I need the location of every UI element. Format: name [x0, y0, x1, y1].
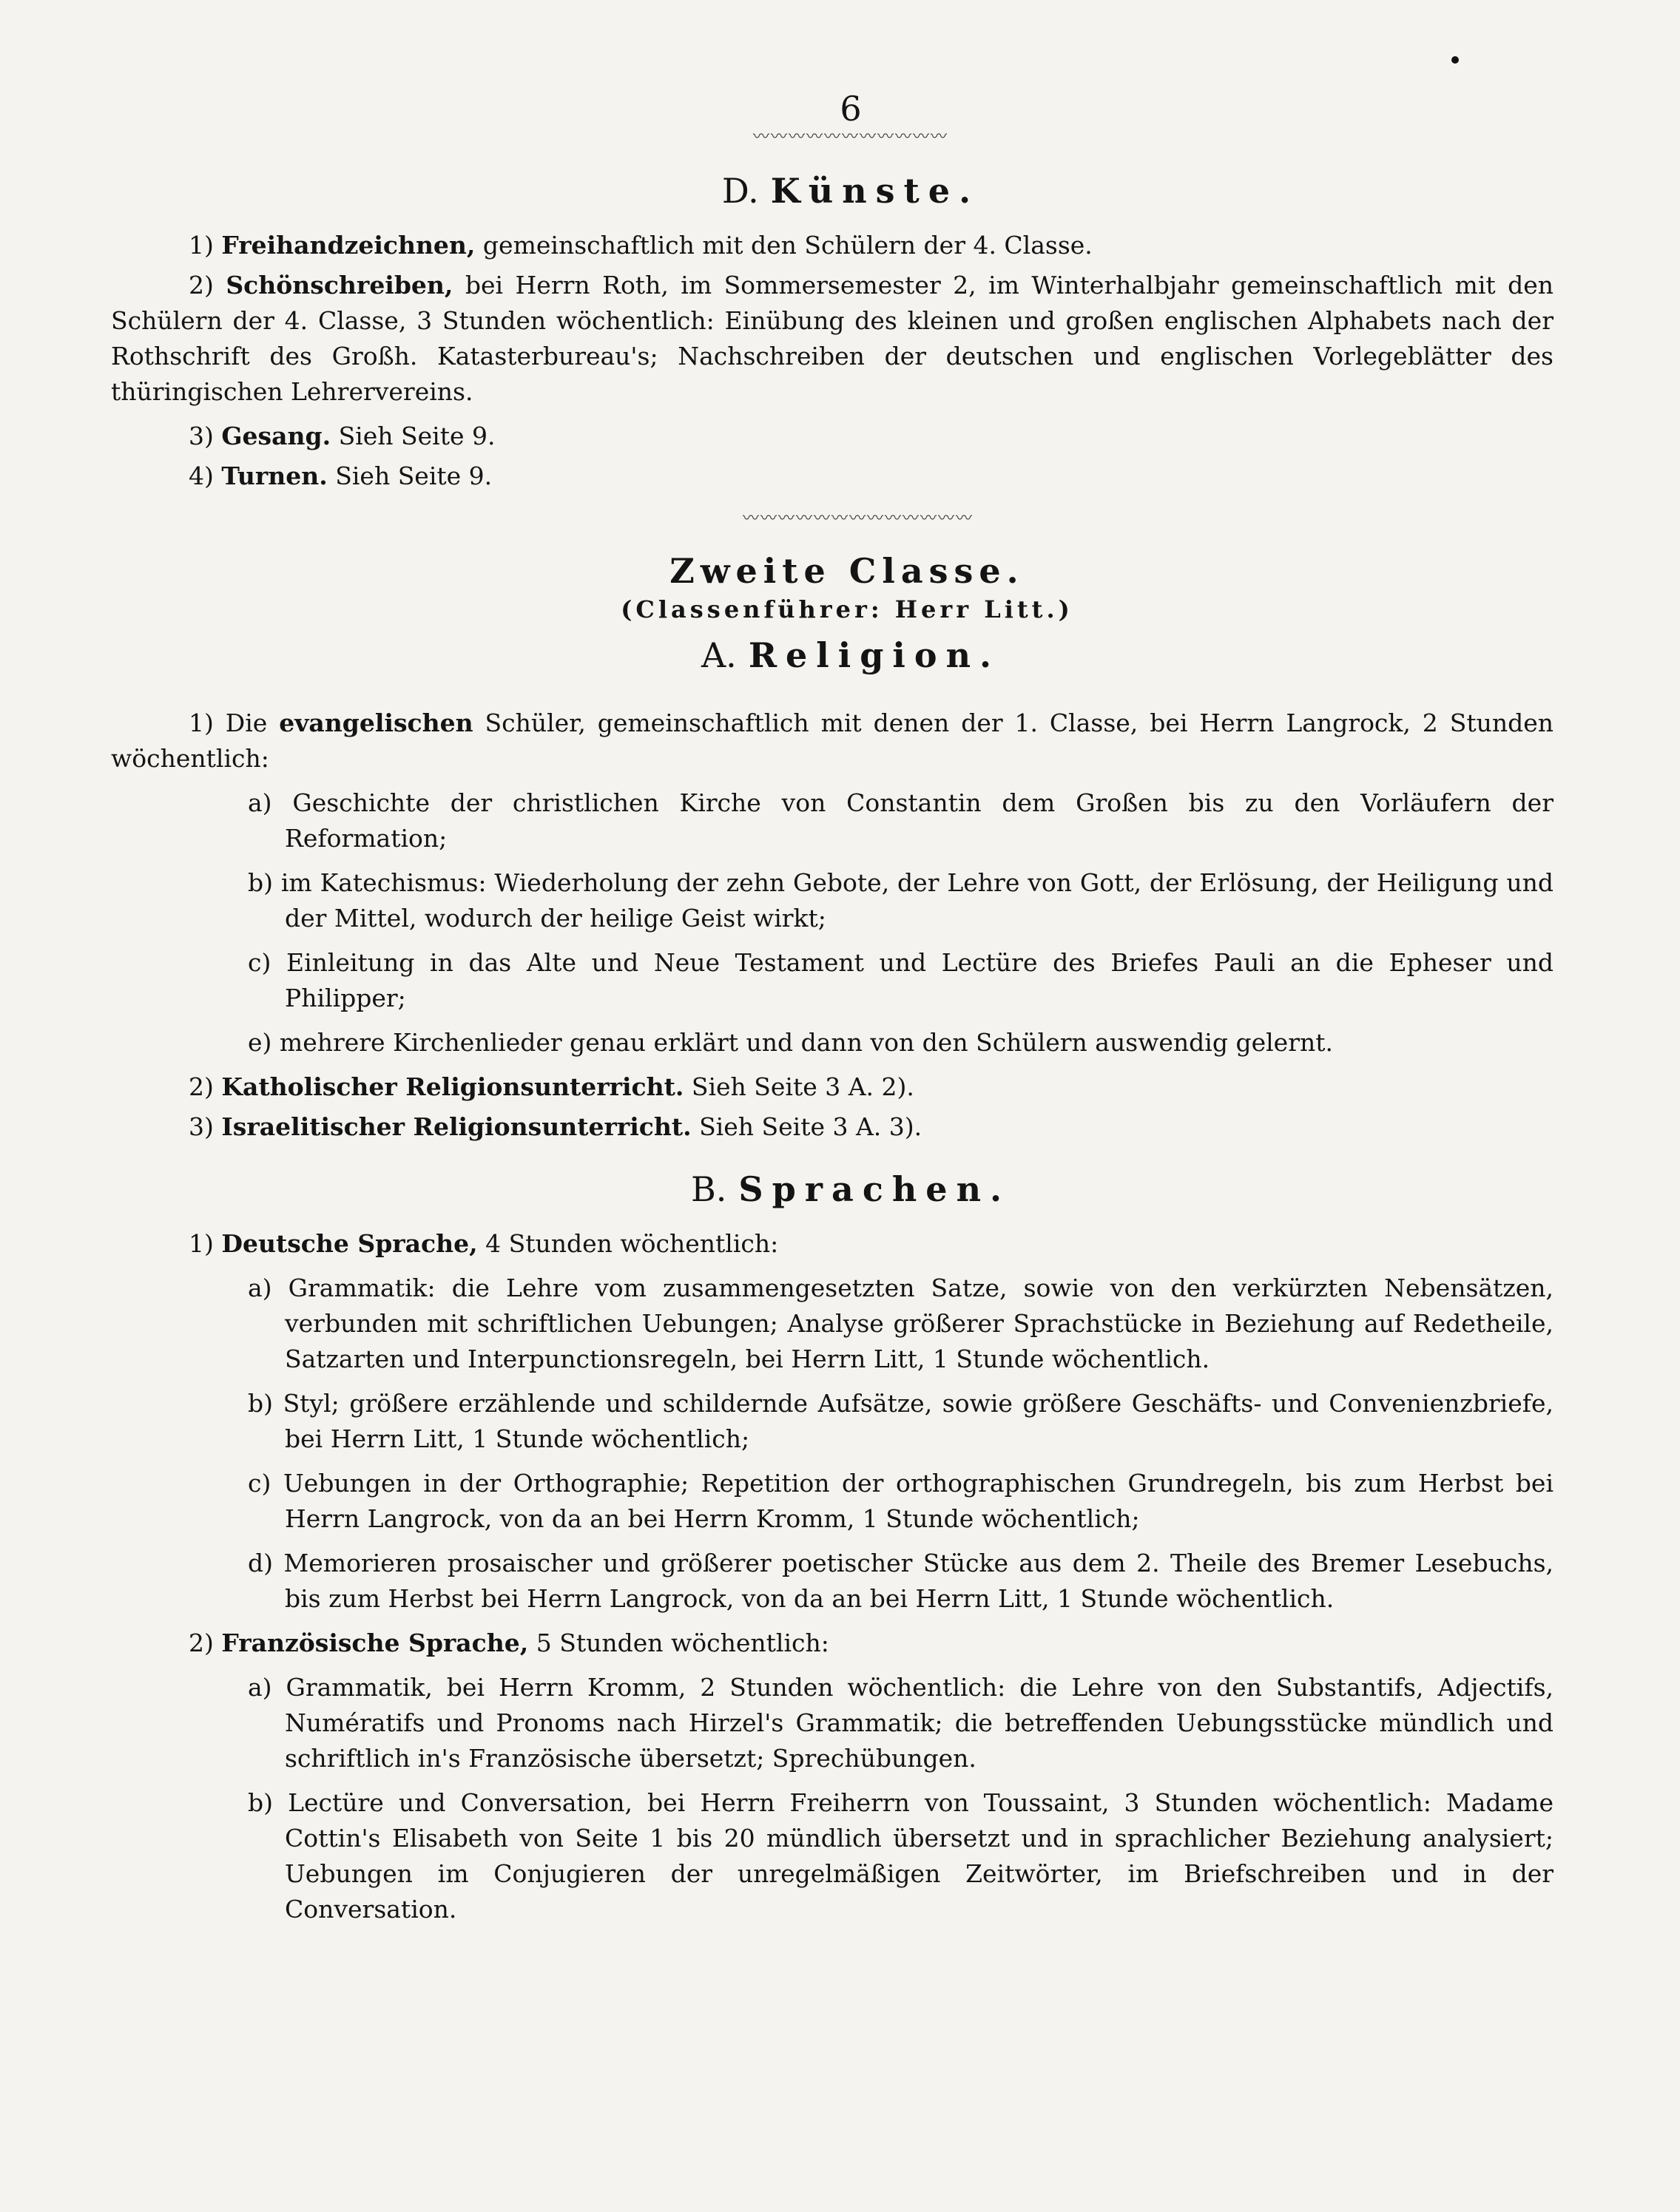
- item-keyword: Katholischer Religionsunterricht.: [221, 1072, 684, 1101]
- item-text: Sieh Seite 3 A. 3).: [691, 1112, 922, 1141]
- section-a-sub-c: [111, 945, 1554, 1016]
- item-text: Sieh Seite 3 A. 2).: [684, 1072, 914, 1101]
- item-keyword: Gesang.: [221, 422, 331, 450]
- sub-label: e): [248, 1028, 272, 1057]
- ornament-rule: 〰〰〰〰〰〰〰〰〰〰〰: [752, 128, 948, 146]
- item-number: 1): [189, 1229, 214, 1258]
- section-b1-sub-c: [111, 1466, 1554, 1537]
- section-d-item-3: [111, 419, 1554, 454]
- section-b1-sub-d: [111, 1546, 1554, 1617]
- section-b-letter: B.: [690, 1169, 727, 1209]
- sub-text: Lectüre und Conversation, bei Herrn Freiherrn von Toussaint, 3 Stunden wöchentlich: Madame Cottin's Elisabeth von Seite 1 bis 20 mündlich übersetzt und in sprachlicher Beziehung analysiert; Uebungen im Conjugieren der unregelmäßigen Zeitwörter, im Briefschreiben und in der Conversation.: [285, 1788, 1554, 1924]
- item-number: 3): [189, 422, 214, 450]
- item-keyword: Israelitischer Religionsunterricht.: [221, 1112, 692, 1141]
- item-number: 1): [189, 231, 214, 260]
- sub-label: b): [248, 1788, 273, 1817]
- sub-text: mehrere Kirchenlieder genau erklärt und dann von den Schülern auswendig gelernt.: [279, 1028, 1333, 1057]
- item-keyword: Deutsche Sprache,: [221, 1229, 478, 1258]
- item-keyword: Schönschreiben,: [226, 271, 453, 300]
- sub-label: d): [248, 1549, 273, 1577]
- section-a-letter: A.: [701, 635, 737, 675]
- sub-text: Uebungen in der Orthographie; Repetition der orthographischen Grundregeln, bis zum Herbst bei Herrn Langrock, von da an bei Herrn Kromm, 1 Stunde wöchentlich;: [283, 1469, 1554, 1533]
- item-number: 2): [189, 1628, 214, 1657]
- sub-text: Einleitung in das Alte und Neue Testament und Lectüre des Briefes Pauli an die Epheser und Philipper;: [285, 948, 1554, 1012]
- sub-label: a): [248, 1274, 272, 1302]
- section-b-title: Sprachen.: [738, 1169, 1011, 1209]
- item-number: 3): [189, 1112, 214, 1141]
- item-text: Schüler, gemeinschaftlich mit denen der 1. Classe, bei Herrn Langrock, 2 Stunden wöchentlich:: [111, 708, 1554, 773]
- item-text: bei Herrn Roth, im Sommersemester 2, im Winterhalbjahr gemeinschaftlich mit den Schülern der 4. Classe, 3 Stunden wöchentlich: Einübung des kleinen und großen englischen Alphabets nach der Rothschrift des Großh. Katasterbureau's; Nachschreiben der deutschen und englischen Vorlegeblätter des thüringischen Lehrervereins.: [111, 271, 1554, 406]
- section-b2-sub-a: [111, 1670, 1554, 1776]
- sub-text: Grammatik: die Lehre vom zusammengesetzten Satze, sowie von den verkürzten Nebensätzen, verbunden mit schriftlichen Uebungen; Analyse größerer Sprachstücke in Beziehung auf Redetheile, Satzarten und Interpunctionsregeln, bei Herrn Litt, 1 Stunde wöchentlich.: [285, 1274, 1554, 1373]
- section-a-heading: [148, 633, 1554, 677]
- section-a-item-2: [111, 1069, 1554, 1105]
- sub-label: b): [248, 1389, 273, 1418]
- section-b-item-1: [111, 1226, 1554, 1262]
- ink-dot: [1451, 56, 1459, 64]
- section-d-item-4: [111, 459, 1554, 494]
- section-a-sub-a: [111, 785, 1554, 856]
- page-content: [111, 89, 1554, 1936]
- section-b1-sub-a: [111, 1271, 1554, 1377]
- item-prefix: Die: [225, 708, 280, 737]
- section-d-letter: D.: [721, 171, 759, 211]
- item-text: Sieh Seite 9.: [327, 461, 493, 490]
- sub-text: Styl; größere erzählende und schildernde Aufsätze, sowie größere Geschäfts- und Convenienzbriefe, bei Herrn Litt, 1 Stunde wöchentlich;: [283, 1389, 1554, 1453]
- sub-text: Memorieren prosaischer und größerer poetischer Stücke aus dem 2. Theile des Bremer Lesebuchs, bis zum Herbst bei Herrn Langrock, von da an bei Herrn Litt, 1 Stunde wöchentlich.: [283, 1549, 1554, 1613]
- section-a-sub-e: [111, 1025, 1554, 1061]
- section-separator: 〰〰〰〰〰〰〰〰〰〰〰〰〰: [742, 510, 974, 528]
- sub-label: b): [248, 868, 273, 897]
- item-number: 2): [189, 271, 214, 300]
- sub-text: Grammatik, bei Herrn Kromm, 2 Stunden wöchentlich: die Lehre von den Substantifs, Adjectifs, Numératifs und Pronoms nach Hirzel's Grammatik; die betreffenden Uebungsstücke mündlich und schriftlich in's Französische übersetzt; Sprechübungen.: [285, 1673, 1554, 1773]
- item-keyword: Freihandzeichnen,: [221, 231, 476, 260]
- sub-label: c): [248, 948, 271, 977]
- sub-text: Geschichte der christlichen Kirche von Constantin dem Großen bis zu den Vorläufern der Reformation;: [285, 788, 1554, 853]
- section-a-title: Religion.: [748, 635, 1001, 675]
- sub-text: im Katechismus: Wiederholung der zehn Gebote, der Lehre von Gott, der Erlösung, der Heiligung und der Mittel, wodurch der heilige Geist wirkt;: [280, 868, 1554, 933]
- section-b2-sub-b: [111, 1785, 1554, 1927]
- section-b-heading: [148, 1167, 1554, 1211]
- section-b-item-2: [111, 1626, 1554, 1661]
- section-d-item-2: [111, 268, 1554, 410]
- sub-label: a): [248, 1673, 272, 1702]
- item-text: 4 Stunden wöchentlich:: [477, 1229, 779, 1258]
- class-title: Zweite Classe.: [669, 551, 1025, 591]
- section-a-item-3: [111, 1109, 1554, 1145]
- item-text: gemeinschaftlich mit den Schülern der 4. Classe.: [475, 231, 1093, 260]
- item-number: 2): [189, 1072, 214, 1101]
- item-number: 4): [189, 461, 214, 490]
- section-d-heading: [148, 169, 1554, 213]
- item-text: 5 Stunden wöchentlich:: [528, 1628, 829, 1657]
- item-keyword: Turnen.: [221, 461, 328, 490]
- section-b1-sub-b: [111, 1386, 1554, 1457]
- sub-label: a): [248, 788, 272, 817]
- section-a-item-1: [111, 706, 1554, 777]
- section-d-title: Künste.: [770, 171, 980, 211]
- item-number: 1): [189, 708, 214, 737]
- section-d-item-1: [111, 228, 1554, 263]
- page-number: 6: [840, 89, 862, 129]
- class-subtitle: (Classenführer: Herr Litt.): [621, 595, 1073, 623]
- item-text: Sieh Seite 9.: [331, 422, 496, 450]
- sub-label: c): [248, 1469, 271, 1498]
- item-keyword: evangelischen: [279, 708, 473, 737]
- item-keyword: Französische Sprache,: [221, 1628, 529, 1657]
- section-a-sub-b: [111, 865, 1554, 936]
